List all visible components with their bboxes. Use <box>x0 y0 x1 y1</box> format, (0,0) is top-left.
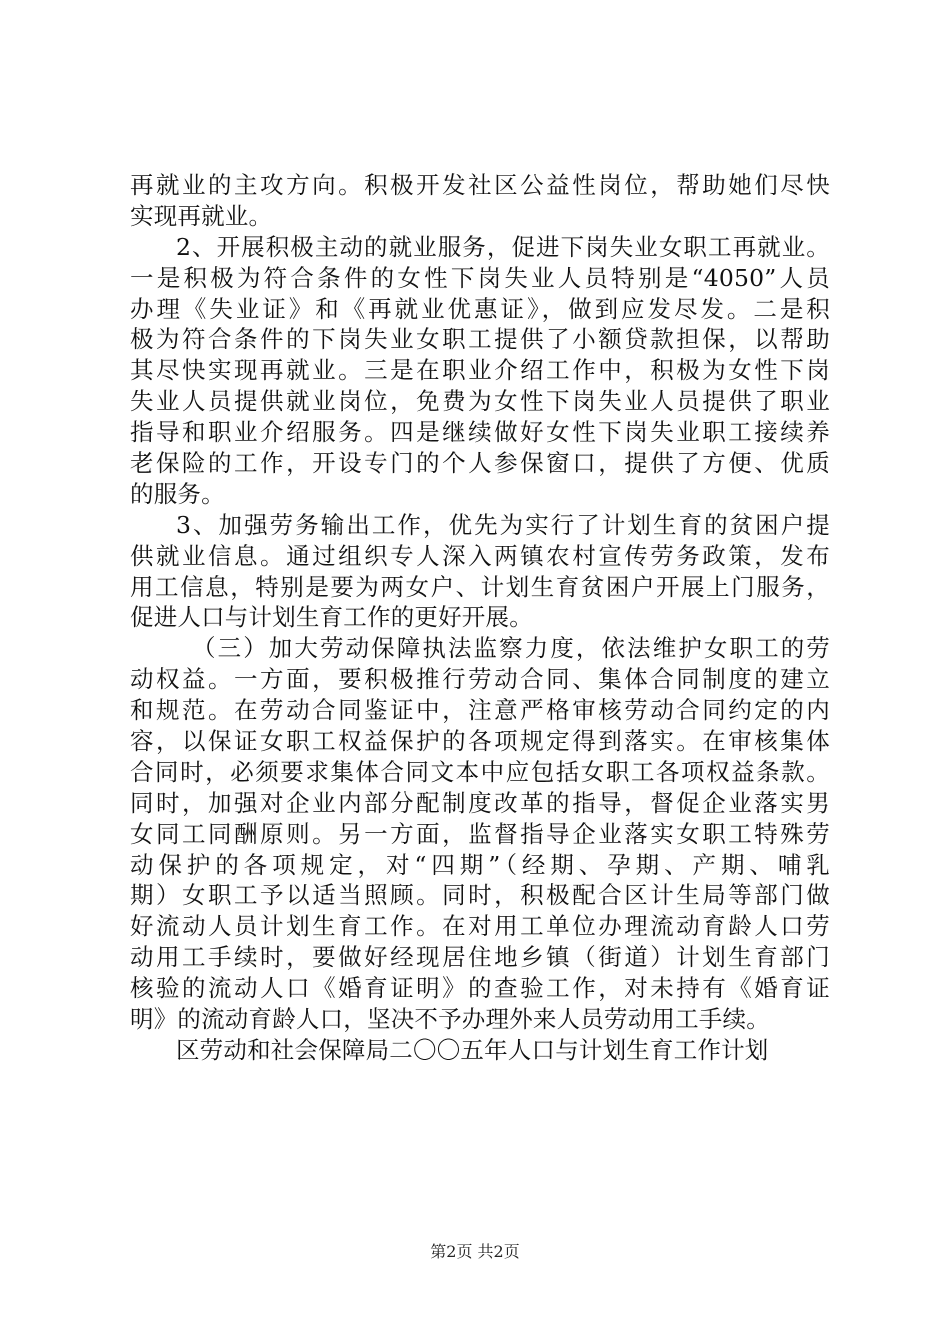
text-line-9: 指导和职业介绍服务。四是继续做好女性下岗失业职工接续养 <box>130 418 830 447</box>
text-line-16: （三）加大劳动保障执法监察力度，依法维护女职工的劳 <box>192 634 830 663</box>
text-line-18: 和规范。在劳动合同鉴证中，注意严格审核劳动合同约定的内 <box>130 696 830 725</box>
text-line-12: 3、加强劳务输出工作，优先为实行了计划生育的贫困户提 <box>176 510 830 539</box>
text-line-14: 用工信息，特别是要为两女户、计划生育贫困户开展上门服务， <box>130 572 830 601</box>
text-line-22: 女同工同酬原则。另一方面，监督指导企业落实女职工特殊劳 <box>130 819 830 848</box>
text-line-23: 动保护的各项规定，对“四期”（经期、孕期、产期、哺乳 <box>130 850 830 879</box>
text-line-26: 动用工手续时，要做好经现居住地乡镇（街道）计划生育部门 <box>130 943 830 972</box>
text-line-5: 办理《失业证》和《再就业优惠证》，做到应发尽发。二是积 <box>130 294 830 323</box>
text-line-28: 明》的流动育龄人口，坚决不予办理外来人员劳动用工手续。 <box>130 1005 770 1034</box>
text-line-11: 的服务。 <box>130 479 225 508</box>
text-line-10: 老保险的工作，开设专门的个人参保窗口，提供了方便、优质 <box>130 449 830 478</box>
document-body <box>130 170 830 1066</box>
text-line-17: 动权益。一方面，要积极推行劳动合同、集体合同制度的建立 <box>130 665 830 694</box>
text-line-3: 2、开展积极主动的就业服务，促进下岗失业女职工再就业。 <box>176 232 830 261</box>
text-line-13: 供就业信息。通过组织专人深入两镇农村宣传劳务政策，发布 <box>130 541 830 570</box>
text-line-6: 极为符合条件的下岗失业女职工提供了小额贷款担保，以帮助 <box>130 325 830 354</box>
text-line-27: 核验的流动人口《婚育证明》的查验工作，对未持有《婚育证 <box>130 974 830 1003</box>
text-line-8: 失业人员提供就业岗位，免费为女性下岗失业人员提供了职业 <box>130 387 830 416</box>
text-line-15: 促进人口与计划生育工作的更好开展。 <box>130 603 533 632</box>
text-line-1: 再就业的主攻方向。积极开发社区公益性岗位，帮助她们尽快 <box>130 171 830 199</box>
text-line-20: 合同时，必须要求集体合同文本中应包括女职工各项权益条款。 <box>130 757 830 786</box>
page-footer: 第2页 共2页 <box>430 1242 520 1261</box>
text-line-7: 其尽快实现再就业。三是在职业介绍工作中，积极为女性下岗 <box>130 356 830 385</box>
document-closing-title: 区劳动和社会保障局二〇〇五年人口与计划生育工作计划 <box>176 1035 769 1064</box>
text-line-21: 同时，加强对企业内部分配制度改革的指导，督促企业落实男 <box>130 788 830 817</box>
text-line-25: 好流动人员计划生育工作。在对用工单位办理流动育龄人口劳 <box>130 912 830 941</box>
text-line-4: 一是积极为符合条件的女性下岗失业人员特别是“4050”人员 <box>130 263 830 292</box>
text-line-2: 实现再就业。 <box>130 201 273 230</box>
text-line-24: 期）女职工予以适当照顾。同时，积极配合区计生局等部门做 <box>130 881 830 910</box>
text-line-19: 容，以保证女职工权益保护的各项规定得到落实。在审核集体 <box>130 727 830 756</box>
